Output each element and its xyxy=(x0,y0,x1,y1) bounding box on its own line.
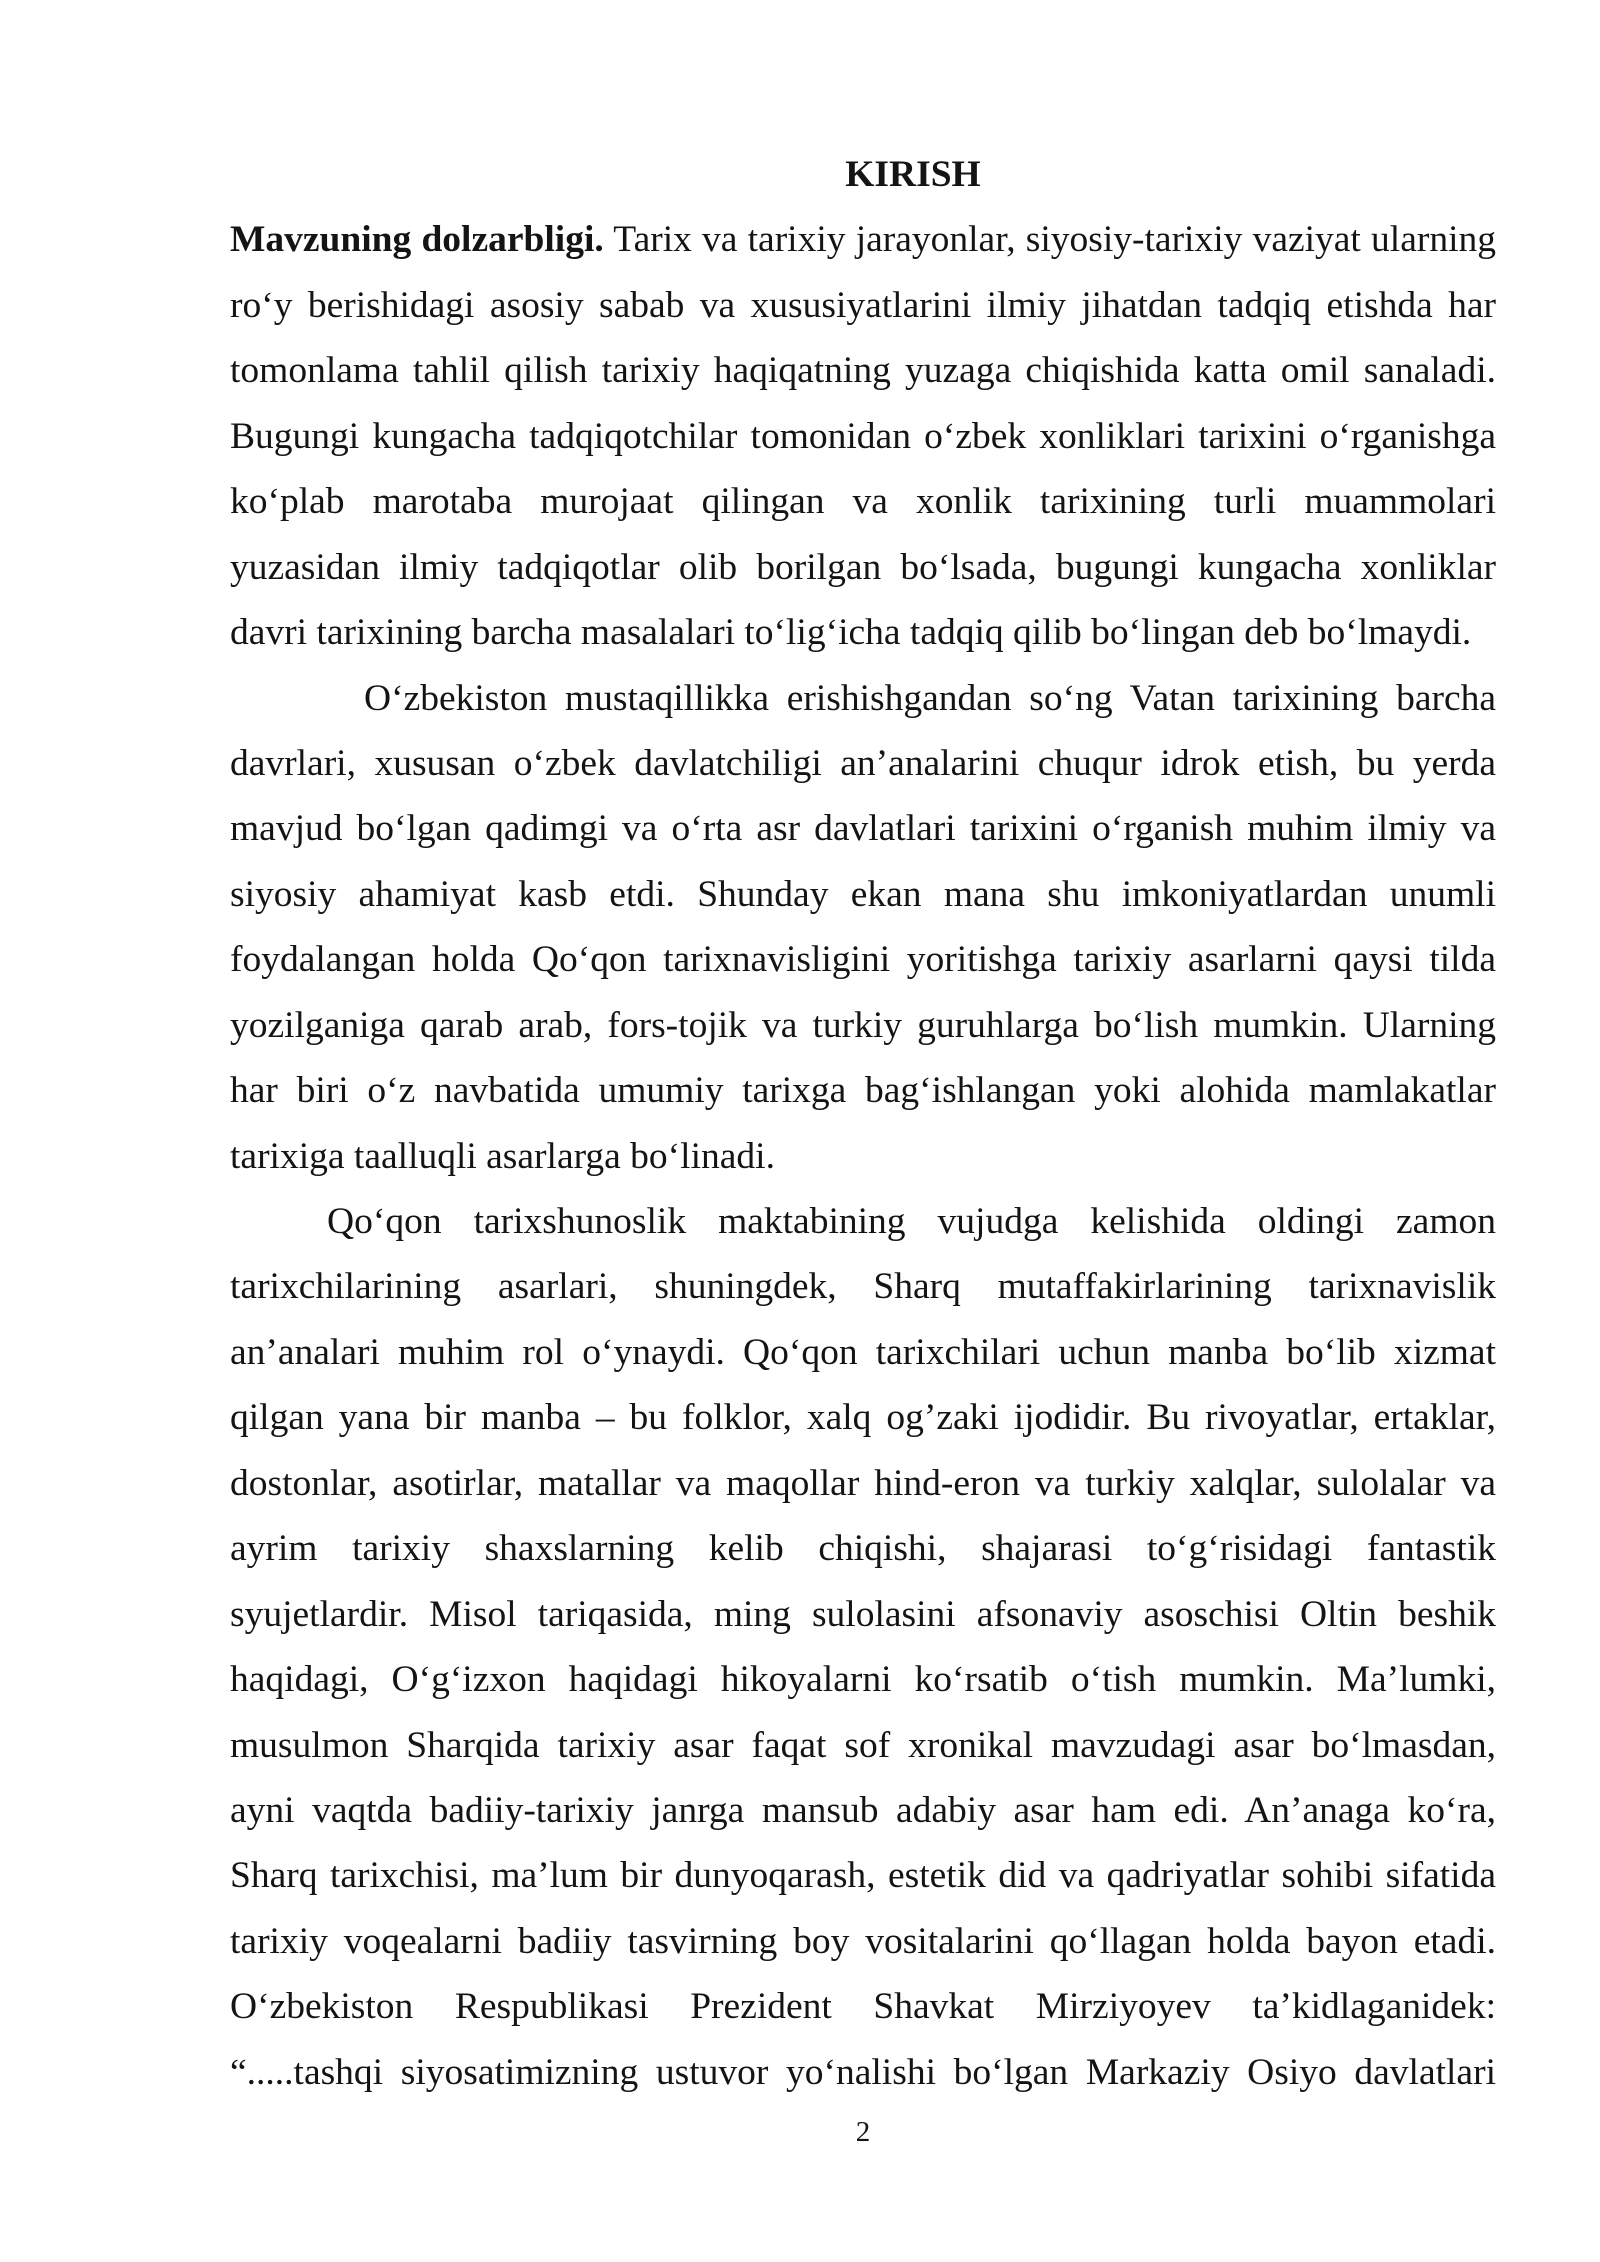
text-line xyxy=(230,1909,1496,1974)
line-text: Sharq tarixchisi, ma’lum bir dunyoqarash, estetik did va qadriyatlar sohibi sifatida xyxy=(230,1855,1496,1897)
text-line xyxy=(230,1385,1496,1450)
line-text: qilgan yana bir manba – bu folklor, xalq og’zaki ijodidir. Bu rivoyatlar, ertaklar, xyxy=(230,1397,1496,1439)
text-line xyxy=(230,731,1496,796)
text-line xyxy=(230,1451,1496,1516)
text-line xyxy=(230,927,1496,992)
line-text: ayni vaqtda badiiy-tarixiy janrga mansub adabiy asar ham edi. An’anaga ko‘ra, xyxy=(230,1789,1496,1831)
line-text: an’analari muhim rol o‘ynaydi. Qo‘qon tarixchilari uchun manba bo‘lib xizmat xyxy=(230,1331,1496,1373)
line-text: O‘zbekiston mustaqillikka erishishgandan so‘ng Vatan tarixining barcha xyxy=(364,677,1496,719)
line-text: O‘zbekiston Respublikasi Prezident Shavkat Mirziyoyev ta’kidlaganidek: xyxy=(230,1986,1496,2028)
line-text: syujetlardir. Misol tariqasida, ming sulolasini afsonaviy asoschisi Oltin beshik xyxy=(230,1593,1496,1635)
paragraph xyxy=(230,207,1496,665)
text-line xyxy=(230,1320,1496,1385)
text-line xyxy=(230,1713,1496,1778)
text-line xyxy=(230,666,1496,731)
line-text: haqidagi, O‘g‘izxon haqidagi hikoyalarni ko‘rsatib o‘tish mumkin. Ma’lumki, xyxy=(230,1659,1496,1701)
line-text: musulmon Sharqida tarixiy asar faqat sof xronikal mavzudagi asar bo‘lmasdan, xyxy=(230,1724,1496,1766)
text-line xyxy=(230,404,1496,469)
text-line xyxy=(230,862,1496,927)
page-number: 2 xyxy=(855,2116,871,2148)
line-text: tomonlama tahlil qilish tarixiy haqiqatning yuzaga chiqishida katta omil sanaladi. xyxy=(230,350,1496,392)
text-line xyxy=(230,600,1496,665)
text-line xyxy=(230,207,1496,272)
text-line xyxy=(230,2040,1496,2105)
text-line xyxy=(230,273,1496,338)
line-text: Tarix va tarixiy jarayonlar, siyosiy-tarixiy vaziyat ularning xyxy=(613,219,1496,261)
line-text: yozilganiga qarab arab, fors-tojik va turkiy guruhlarga bo‘lish mumkin. Ularning xyxy=(230,1004,1496,1046)
line-text: ayrim tarixiy shaxslarning kelib chiqishi, shajarasi to‘g‘risidagi fantastik xyxy=(230,1528,1496,1570)
text-line xyxy=(230,1189,1496,1254)
section-heading: KIRISH xyxy=(845,154,981,195)
text-line xyxy=(230,469,1496,534)
text-line xyxy=(230,1516,1496,1581)
section-lead-in: Mavzuning dolzarbligi. xyxy=(230,219,604,261)
text-line xyxy=(230,1974,1496,2039)
paragraph xyxy=(230,666,1496,1190)
line-text: ko‘plab marotaba murojaat qilingan va xonlik tarixining turli muammolari xyxy=(230,481,1496,523)
line-text: Bugungi kungacha tadqiqotchilar tomonidan o‘zbek xonliklari tarixini o‘rganishga xyxy=(230,415,1496,457)
text-line xyxy=(230,1647,1496,1712)
line-text: Qo‘qon tarixshunoslik maktabining vujudga kelishida oldingi zamon xyxy=(327,1201,1496,1242)
text-line xyxy=(230,535,1496,600)
line-text: yuzasidan ilmiy tadqiqotlar olib borilgan bo‘lsada, bugungi kungacha xonliklar xyxy=(230,546,1496,588)
text-line xyxy=(230,1582,1496,1647)
text-line xyxy=(230,1778,1496,1843)
line-text: tarixchilarining asarlari, shuningdek, Sharq mutaffakirlarining tarixnavislik xyxy=(230,1266,1496,1308)
text-line xyxy=(230,1843,1496,1908)
line-text: mavjud bo‘lgan qadimgi va o‘rta asr davlatlari tarixini o‘rganish muhim ilmiy va xyxy=(230,808,1496,850)
line-text: tarixiy voqealarni badiiy tasvirning boy vositalarini qo‘llagan holda bayon etadi. xyxy=(230,1920,1496,1962)
line-text: dostonlar, asotirlar, matallar va maqollar hind-eron va turkiy xalqlar, sulolalar va xyxy=(230,1462,1496,1504)
paragraph xyxy=(230,1189,1496,2105)
line-text: foydalangan holda Qo‘qon tarixnavisligini yoritishga tarixiy asarlarni qaysi tilda xyxy=(230,939,1496,981)
line-text: tarixiga taalluqli asarlarga bo‘linadi. xyxy=(230,1135,775,1177)
text-line xyxy=(230,1058,1496,1123)
text-line xyxy=(230,1254,1496,1319)
text-line xyxy=(230,796,1496,861)
page-body xyxy=(230,142,1496,2105)
line-text: har biri o‘z navbatida umumiy tarixga bag‘ishlangan yoki alohida mamlakatlar xyxy=(230,1070,1496,1112)
text-line xyxy=(230,1124,1496,1189)
line-text: davri tarixining barcha masalalari to‘lig‘icha tadqiq qilib bo‘lingan deb bo‘lmaydi. xyxy=(230,612,1472,654)
text-line xyxy=(230,338,1496,403)
line-text: “.....tashqi siyosatimizning ustuvor yo‘nalishi bo‘lgan Markaziy Osiyo davlatlari xyxy=(230,2051,1496,2093)
line-text: davrlari, xususan o‘zbek davlatchiligi an’analarini chuqur idrok etish, bu yerda xyxy=(230,742,1496,784)
line-text: ro‘y berishidagi asosiy sabab va xususiyatlarini ilmiy jihatdan tadqiq etishda har xyxy=(230,284,1496,326)
text-line xyxy=(230,993,1496,1058)
line-text: siyosiy ahamiyat kasb etdi. Shunday ekan mana shu imkoniyatlardan unumli xyxy=(230,873,1496,915)
